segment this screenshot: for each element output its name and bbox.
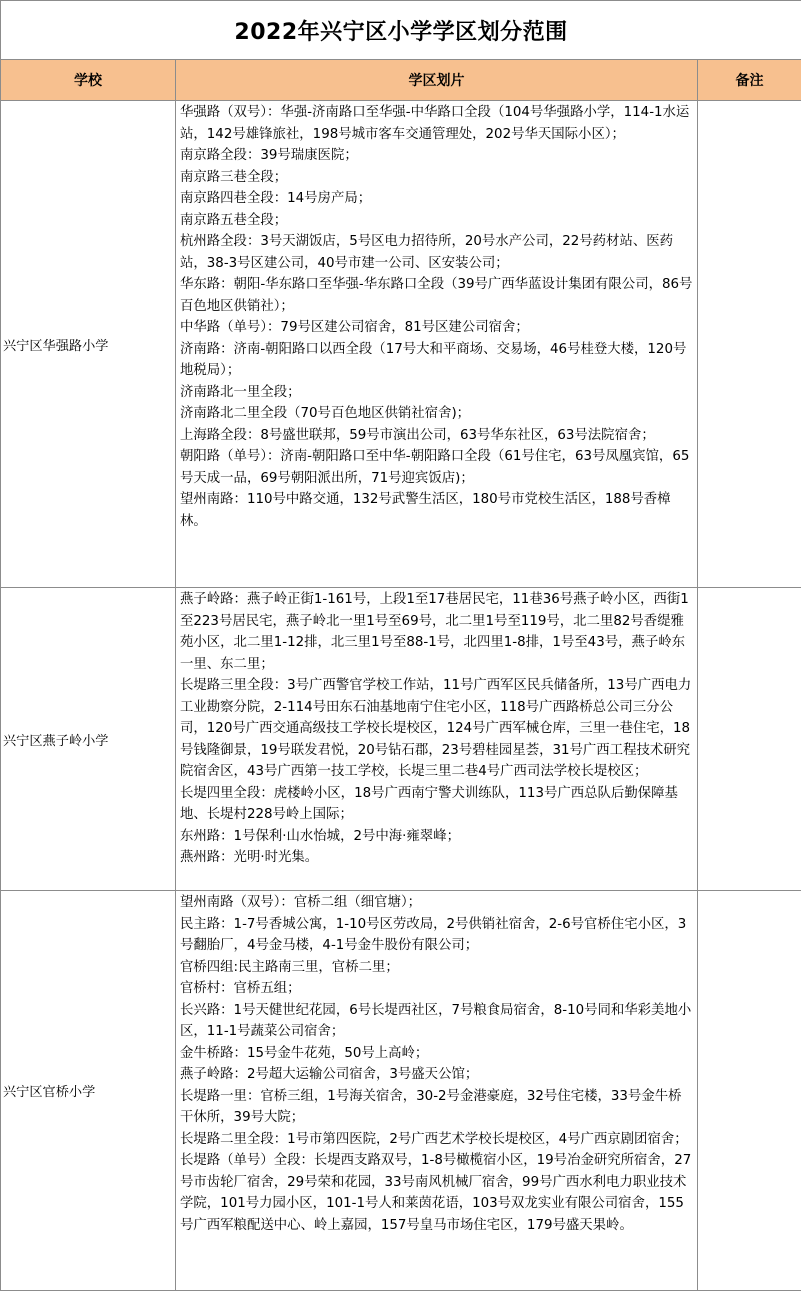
district-entry: 长堤路三里全段：3号广西警官学校工作站，11号广西军区民兵储备所，13号广西电力工业勘察分院，2-114号田东石油基地南宁住宅小区，118号广西路桥总公司三分公司，120号广西交通高级技工学校长堤校区，124号广西军械仓库，三里一巷住宅，18号钱隆御景，19号联发君悦，20号钻石郡，23号碧桂园星荟，31号广西工程技术研究院宿舍区，43号广西第一技工学校，长堤三里二巷4号广西司法学校长堤校区； [180,678,692,779]
note-cell [698,588,801,891]
table-row [1,588,801,891]
district-entry: 长兴路：1号天健世纪花园，6号长堤西社区，7号粮食局宿舍，8-10号同和华彩美地小区，11-1号蔬菜公司宿舍； [180,1002,692,1039]
district-entry: 长堤四里全段：虎楼岭小区，18号广西南宁警犬训练队，113号广西总队后勤保障基地、长堤村228号岭上国际； [180,785,678,822]
district-area [176,588,698,891]
school-name: 兴宁区燕子岭小学 [1,588,176,891]
district-entry: 南京路三巷全段； [180,169,288,185]
school-name: 兴宁区官桥小学 [1,891,176,1291]
header-school: 学校 [1,60,176,101]
district-entry: 东州路：1号保利·山水怡城，2号中海·雍翠峰； [180,828,460,844]
district-area [176,101,698,588]
district-entry: 官桥村：官桥五组； [180,981,301,996]
district-entry: 燕州路：光明·时光集。 [180,850,319,865]
district-entry: 华东路：朝阳-华东路口至华强-华东路口全段（39号广西华蓝设计集团有限公司，86号百色地区供销社）； [180,277,693,314]
district-entry: 长堤路二里全段：1号市第四医院，2号广西艺术学校长堤校区，4号广西京剧团宿舍； [180,1131,688,1147]
district-entry: 南京路五巷全段； [180,212,288,228]
district-entry: 金牛桥路：15号金牛花苑，50号上高岭； [180,1045,429,1061]
header-note: 备注 [698,60,801,101]
district-entry: 官桥四组:民主路南三里，官桥二里； [180,959,399,975]
district-entry: 南京路四巷全段：14号房产局； [180,191,372,206]
district-entry: 上海路全段：8号盛世联邦，59号市演出公司，63号华东社区，63号法院宿舍； [180,427,655,443]
header-row [1,60,801,101]
district-entry: 南京路全段：39号瑞康医院； [180,148,358,163]
district-entry: 民主路：1-7号香城公寓，1-10号区劳改局，2号供销社宿舍，2-6号官桥住宅小区，3号翻胎厂，4号金马楼，4-1号金牛股份有限公司； [180,916,687,953]
district-entry: 华强路（双号）：华强-济南路口至华强-中华路口全段（104号华强路小学，114-1水运站，142号雄锋旅社，198号城市客车交通管理处，202号华天国际小区）； [180,105,690,142]
district-entry: 中华路（单号）：79号区建公司宿舍，81号区建公司宿舍； [180,320,529,335]
page-title: 2022年兴宁区小学学区划分范围 [1,1,801,60]
district-entry: 济南路北一里全段； [180,384,301,400]
district-entry: 燕子岭路：2号超大运输公司宿舍，3号盛天公馆； [180,1067,479,1082]
title-row [1,1,801,60]
district-entry: 望州南路（双号）：官桥二组（细官塘）； [180,895,422,910]
note-cell [698,891,801,1291]
district-entry: 济南路：济南-朝阳路口以西全段（17号大和平商场、交易场，46号桂登大楼，120号地税局）； [180,341,687,378]
header-area: 学区划片 [176,60,698,101]
district-area [176,891,698,1291]
district-entry: 长堤路（单号）全段：长堤西支路双号，1-8号橄榄宿小区，19号冶金研究所宿舍，27号市齿轮厂宿舍，29号荣和花园，33号南风机械厂宿舍，99号广西水利电力职业技术学院，101号力园小区，101-1号人和莱茵花语，103号双龙实业有限公司宿舍，155号广西军粮配送中心、岭上嘉园，157号皇马市场住宅区，179号盛天果岭。 [180,1153,692,1233]
district-entry: 燕子岭路：燕子岭正街1-161号，上段1至17巷居民宅，11巷36号燕子岭小区，西街1至223号居民宅，燕子岭北一里1号至69号，北二里1号至119号，北二里82号香缇雅苑小区，北二里1-12排，北三里1号至88-1号，北四里1-8排，1号至43号，燕子岭东一里、东二里； [180,592,689,672]
district-entry: 望州南路：110号中路交通，132号武警生活区，180号市党校生活区，188号香樟林。 [180,492,671,529]
district-entry: 朝阳路（单号）：济南-朝阳路口至中华-朝阳路口全段（61号住宅，63号凤凰宾馆，65号天成一品，69号朝阳派出所，71号迎宾饭店)； [180,449,690,486]
district-entry: 杭州路全段：3号天湖饭店，5号区电力招待所，20号水产公司，22号药材站、医药站，38-3号区建公司，40号市建一公司、区安装公司； [180,234,674,271]
district-entry: 济南路北二里全段（70号百色地区供销社宿舍)； [180,406,471,421]
note-cell [698,101,801,588]
district-entry: 长堤路一里：官桥三组，1号海关宿舍，30-2号金港豪庭，32号住宅楼，33号金牛桥干休所，39号大院； [180,1088,682,1125]
school-name: 兴宁区华强路小学 [1,101,176,588]
table-row [1,891,801,1291]
table-row [1,101,801,588]
